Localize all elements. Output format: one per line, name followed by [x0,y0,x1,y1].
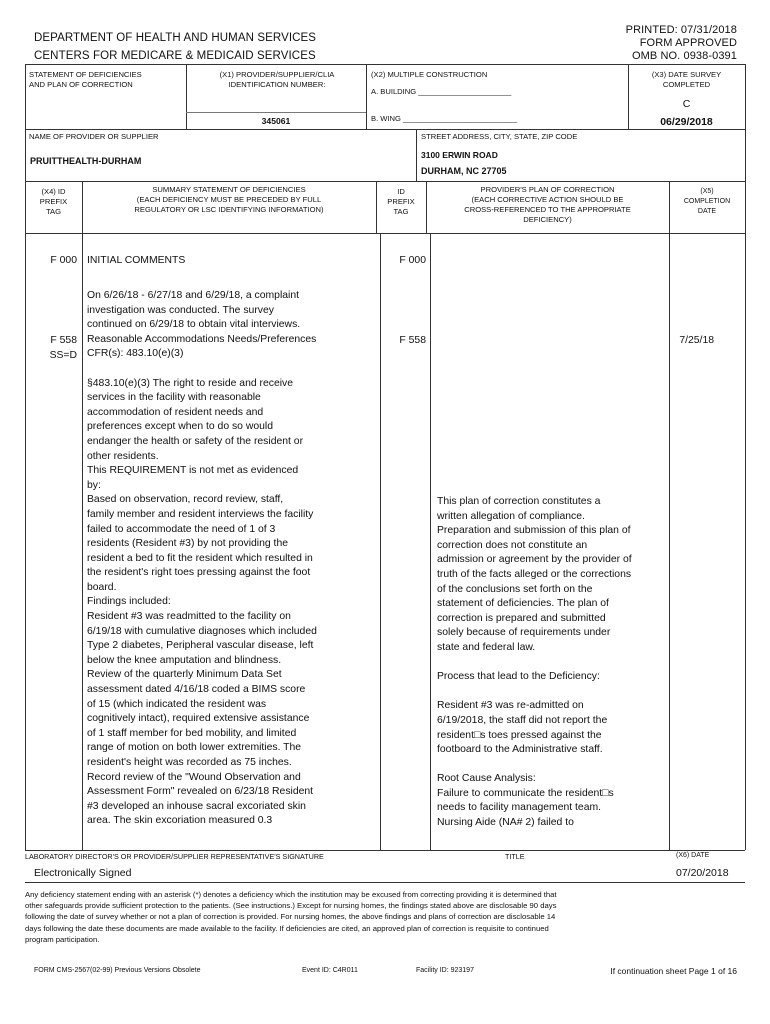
tag-f558-left: F 558 [50,335,77,346]
x3-label: (X3) DATE SURVEY COMPLETED [651,70,722,89]
tag-f000-left: F 000 [50,255,77,266]
survey-type: C [682,98,691,110]
provider-name-label: NAME OF PROVIDER OR SUPPLIER [29,132,159,141]
form-approved: FORM APPROVED [639,37,737,49]
statement-label: STATEMENT OF DEFICIENCIES AND PLAN OF CORRECTION [29,70,142,89]
column-divider [380,233,381,850]
signature-label: LABORATORY DIRECTOR'S OR PROVIDER/SUPPLIER REPRESENTATIVE'S SIGNATURE [25,852,324,861]
initial-comments: INITIAL COMMENTS [87,255,186,266]
building-line: A. BUILDING ______________________ [371,87,512,96]
border-right [745,64,746,850]
severity-scope: SS=D [49,350,77,361]
city-state-zip: DURHAM, NC 27705 [421,166,507,176]
tag-f558-right: F 558 [399,335,426,346]
provider-number: 345061 [261,116,291,126]
x4-column-header: (X4) ID PREFIX TAG [39,187,68,216]
wing-line: B. WING ___________________________ [371,114,518,123]
column-divider [376,181,377,233]
signature-value: Electronically Signed [34,867,132,879]
title-label: TITLE [505,852,525,861]
border-left [25,64,26,850]
printed-date: PRINTED: 07/31/2018 [625,24,737,36]
column-divider [426,181,427,233]
rule [186,112,366,113]
divider [366,64,367,129]
x2-label: (X2) MULTIPLE CONSTRUCTION [371,70,488,79]
signature-date: 07/20/2018 [676,867,729,879]
column-divider [669,181,670,850]
plan-column-header: PROVIDER'S PLAN OF CORRECTION (EACH CORRECTIVE ACTION SHOULD BE CROSS-REFERENCED TO THE APPROPRIATE DEFICIENCY) [464,185,631,224]
department-title: DEPARTMENT OF HEALTH AND HUMAN SERVICES [34,32,317,44]
x1-label: (X1) PROVIDER/SUPPLIER/CLIA IDENTIFICATION NUMBER: [219,70,335,89]
column-divider [82,181,83,850]
rule [25,181,745,182]
summary-column-header: SUMMARY STATEMENT OF DEFICIENCIES (EACH DEFICIENCY MUST BE PRECEDED BY FULL REGULATORY OR LSC IDENTIFYING INFORMATION) [134,185,324,214]
plan-of-correction: This plan of correction constitutes a written allegation of compliance. Preparation and submission of this plan of correction does not constitute an admission or agreement by the provider of truth of the facts alleged or the corrections of the conclusions set forth on the statement of deficiencies. The plan of correction is prepared and submitted solely because of requirements under state and federal law. Process that lead to the Deficiency: Resident #3 was re-admitted on 6/19/2018, the staff did not report the resident□s toes pressed against the footboard to the Administrative staff. Root Cause Analysis: Failure to communicate the resident□s needs to facility management team. Nursing Aide (NA# 2) failed to [437,496,632,829]
rule [25,233,745,234]
form-number: FORM CMS-2567(02-99) Previous Versions Obsolete [34,967,201,974]
page-indicator: If continuation sheet Page 1 of 16 [610,966,737,976]
omb-number: OMB NO. 0938-0391 [631,50,737,62]
disclaimer: Any deficiency statement ending with an asterisk (*) denotes a deficiency which the institution may be excused from correcting providing it is determined that other safeguards provide sufficient protection to the patients. (See instructions.) Except for nursing homes, the findings stated above are disclosable 90 days following the date of survey whether or not a plan of correction is provided. For nursing homes, the above findings and plans of correction are disclosable 14 days following the date these documents are made available to the facility. If deficiencies are cited, an approved plan of correction is requisite to continued program participation. [25,890,557,944]
event-id: Event ID: C4R011 [302,967,358,974]
completion-date: 7/25/18 [679,335,714,346]
column-divider [430,233,431,850]
rule [25,64,745,65]
x5-column-header: (X5) COMPLETION DATE [683,188,731,215]
rule [25,129,745,130]
tag-f000-right: F 000 [399,255,426,266]
street-address: 3100 ERWIN ROAD [421,150,498,160]
divider [416,129,417,181]
rule [25,882,745,883]
agency-title: CENTERS FOR MEDICARE & MEDICAID SERVICES [34,50,316,62]
summary-statement: On 6/26/18 - 6/27/18 and 6/29/18, a complaint investigation was conducted. The survey continued on 6/29/18 to obtain vital interviews. Reasonable Accommodations Needs/Preferences CFR(s): 483.10(e)(3) §483.10(e)(3) The right to reside and receive services in the facility with reasonable accommodation of resident needs and preferences except when to do so would endanger the health or safety of the resident or other residents. This REQUIREMENT is not met as evidenced by: Based on observation, record review, staff, family member and resident interviews the facility failed to accommodate the need of 1 of 3 residents (Resident #3) by not providing the resident a bed to fit the resident which resulted in the resident's right toes pressing against the foot board. Findings included: Resident #3 was readmitted to the facility on 6/19/18 with cumulative diagnoses which included Type 2 diabetes, Peripheral vascular disease, left below the knee amputation and blindness. Review of the quarterly Minimum Data Set assessment dated 4/16/18 coded a BIMS score of 15 (which indicated the resident was cognitively intact), required extensive assistance of 1 staff member for bed mobility, and limited range of motion on both lower extremities. The resident's height was recorded as 75 inches. Record review of the "Wound Observation and Assessment Form" revealed on 6/23/18 Resident #3 developed an inhouse sacral excoriated skin area. The skin excoriation measured 0.3 [87,290,317,827]
address-label: STREET ADDRESS, CITY, STATE, ZIP CODE [421,132,578,141]
id-column-header: ID PREFIX TAG [387,187,415,216]
rule [25,850,745,851]
facility-id: Facility ID: 923197 [416,967,474,974]
signature-date-label: (X6) DATE [676,852,710,859]
survey-date: 06/29/2018 [660,116,713,128]
provider-name: PRUITTHEALTH-DURHAM [30,156,142,166]
